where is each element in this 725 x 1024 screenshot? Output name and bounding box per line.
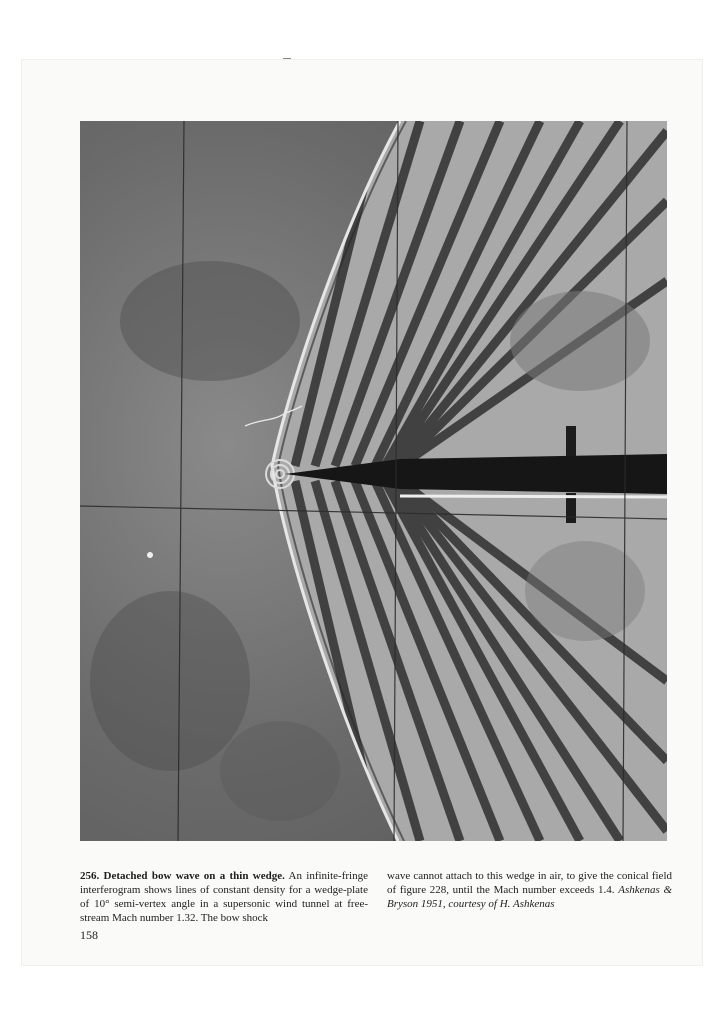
interferogram-photo [80, 121, 667, 841]
figure-title: Detached bow wave on a thin wedge. [103, 870, 285, 882]
figure-credit: Ashkenas & Bryson 1951, courtesy of H. Ashkenas [387, 884, 672, 910]
scan-mark [283, 58, 291, 59]
figure-caption-left [80, 869, 368, 925]
caption-text-left: An infinite-fringe interferogram shows lines of constant density for a wedge-plate of 10° semi-vertex angle in a supersonic wind tunnel at free-stream Mach number 1.32. The bow shock [80, 870, 368, 924]
caption-text-right: wave cannot attach to this wedge in air, to give the conical field of figure 228, until the Mach number exceeds 1.4. [387, 870, 672, 896]
figure-number: 256. [80, 870, 100, 882]
figure-caption-right [387, 869, 672, 911]
page-number: 158 [80, 928, 98, 942]
